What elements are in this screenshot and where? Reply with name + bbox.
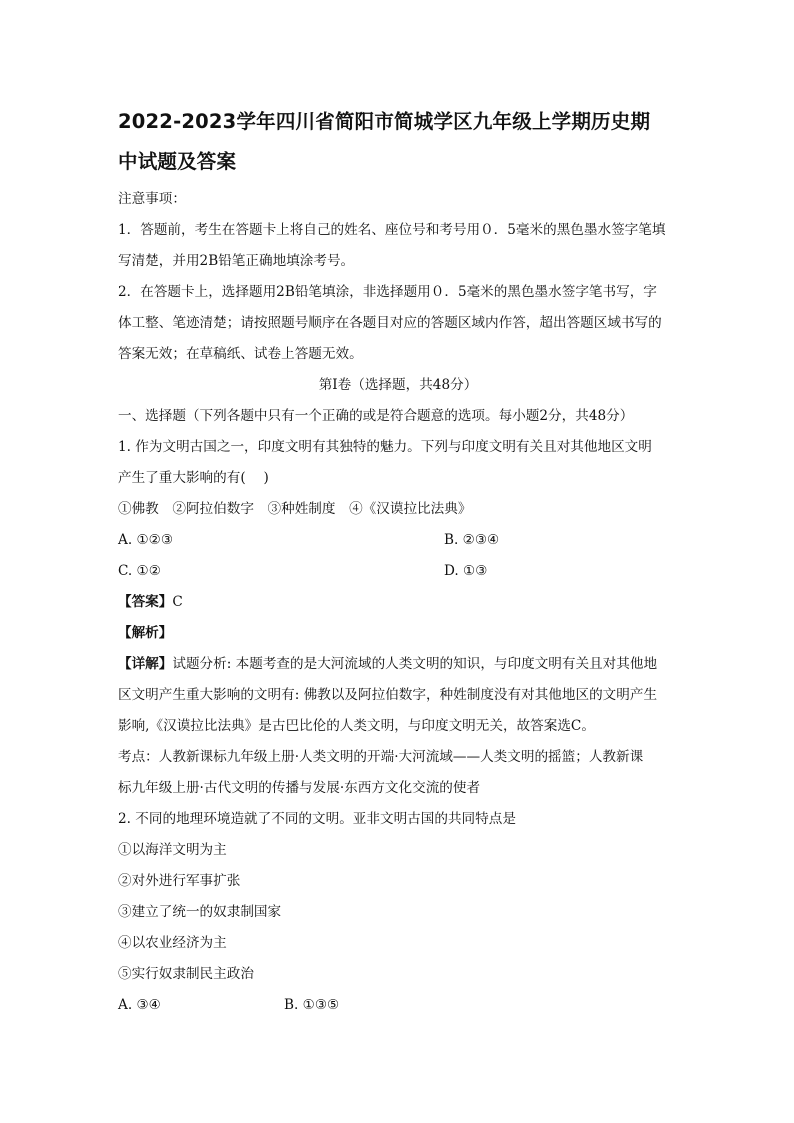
note-2-line-3: 答案无效；在草稿纸、试卷上答题无效。: [118, 346, 363, 362]
q1-detail-line-2: 区文明产生重大影响的文明有: 佛教以及阿拉伯数字，种姓制度没有对其他地区的文明产生: [118, 687, 658, 703]
note-1-line-2: 写清楚，并用2B铅笔正确地填涂考号。: [118, 253, 355, 269]
title-line-2: 中试题及答案: [118, 150, 237, 173]
q1-option-c: C. ①②: [118, 563, 161, 579]
notes-heading: 注意事项：: [118, 191, 186, 207]
q1-answer: [118, 587, 678, 618]
q1-options-row-2: [118, 556, 678, 587]
q2-option-b: B. ①③⑤: [284, 997, 340, 1013]
q2-item-2: ②对外进行军事扩张: [118, 873, 241, 889]
analysis-tag: 【解析】: [118, 625, 173, 641]
q1-kaodian-line-2: 标九年级上册·古代文明的传播与发展·东西方文化交流的使者: [118, 780, 481, 796]
q1-option-a: A. ①②③: [118, 532, 174, 548]
answer-tag: 【答案】: [118, 594, 173, 610]
q1-stem-line-2: 产生了重大影响的有( ): [118, 470, 269, 486]
q1-stem-line-1: 1. 作为文明古国之一，印度文明有其独特的魅力。下列与印度文明有关且对其他地区文明: [118, 439, 652, 455]
detail-tag: 【详解】: [118, 656, 173, 672]
document-content: [118, 102, 678, 1021]
q2-item-4: ④以农业经济为主: [118, 935, 227, 951]
q2-item-1: ①以海洋文明为主: [118, 842, 227, 858]
q2-item-5: ⑤实行奴隶制民主政治: [118, 966, 254, 982]
q1-detail-line-3: 影响,《汉谟拉比法典》是古巴比伦的人类文明，与印度文明无关，故答案选C。: [118, 718, 595, 734]
q1-option-d: D. ①③: [444, 563, 488, 579]
q2-stem: 2. 不同的地理环境造就了不同的文明。亚非文明古国的共同特点是: [118, 811, 516, 827]
q2-option-a: A. ③④: [118, 997, 161, 1013]
q1-detail-line-1: [118, 649, 678, 680]
answer-value: C: [172, 594, 183, 610]
q1-option-b: B. ②③④: [444, 532, 500, 548]
note-2-line-2: 体工整、笔迹清楚；请按照题号顺序在各题目对应的答题区域内作答，超出答题区域书写的: [118, 315, 662, 331]
note-1-line-1: 1．答题前，考生在答题卡上将自己的姓名、座位号和考号用０．5毫米的黑色墨水签字笔填: [118, 222, 666, 238]
q1-analysis: [118, 618, 678, 649]
q1-kaodian-line-1: 考点：人教新课标九年级上册·人类文明的开端·大河流域——人类文明的摇篮；人教新课: [118, 749, 644, 765]
volume-heading: 第Ⅰ卷（选择题，共48分）: [318, 377, 478, 393]
section-heading: 一、选择题（下列各题中只有一个正确的或是符合题意的选项。每小题2分，共48分）: [118, 408, 634, 424]
q1-options-row-1: [118, 525, 678, 556]
note-2-line-1: 2．在答题卡上，选择题用2B铅笔填涂，非选择题用０．5毫米的黑色墨水签字笔书写，字: [118, 284, 657, 300]
document-title: [118, 102, 678, 182]
detail-text-1: 试题分析: 本题考查的是大河流域的人类文明的知识，与印度文明有关且对其他地: [172, 656, 658, 672]
title-line-1: 2022-2023学年四川省简阳市简城学区九年级上学期历史期: [118, 110, 651, 133]
q2-item-3: ③建立了统一的奴隶制国家: [118, 904, 282, 920]
q1-items: ①佛教 ②阿拉伯数字 ③种姓制度 ④《汉谟拉比法典》: [118, 501, 472, 517]
q2-options-row-1: [118, 990, 678, 1021]
